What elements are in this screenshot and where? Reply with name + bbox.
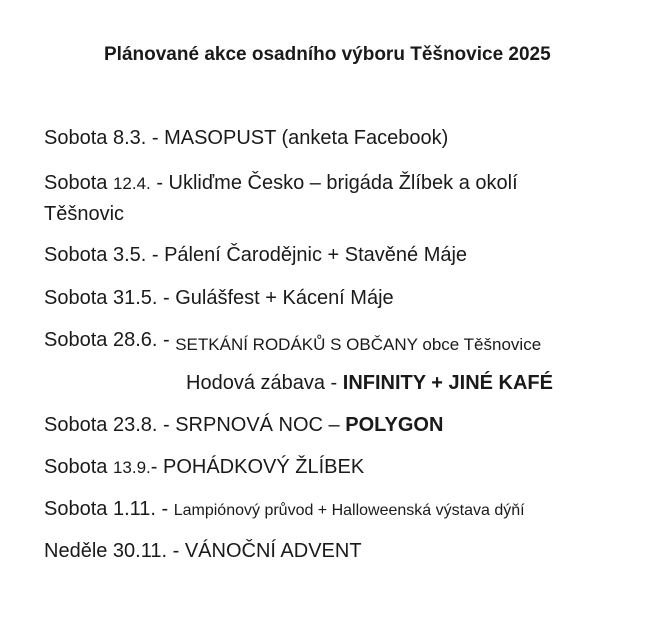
event-pohadkovy-zlibek [44, 456, 364, 479]
event-gulasfest: Sobota 31.5. - Gulášfest + Kácení Máje [44, 287, 394, 309]
event-detail: Lampiónový průvod + Halloweenská výstava dýňí [173, 502, 525, 519]
event-masopust [44, 127, 448, 150]
event-day: Sobota 28.6. - [44, 329, 176, 351]
event-hodova-zabava [186, 372, 553, 395]
event-bold: POLYGON [345, 414, 444, 436]
event-srpnova-noc [44, 414, 443, 437]
event-extra: Hodová zábava - [186, 372, 343, 394]
event-vanocni-advent: Neděle 30.11. - VÁNOČNÍ ADVENT [44, 540, 362, 562]
event-lampionovy-pruvod [44, 498, 525, 521]
event-setkani-rodaku [44, 329, 541, 352]
event-day: Sobota 1.11. - [44, 498, 174, 520]
event-carodejnice: Sobota 3.5. - Pálení Čarodějnic + Stavěné Máje [44, 244, 468, 266]
event-detail: SETKÁNÍ RODÁKŮ S OBČANY obce Těšnovice [175, 335, 542, 354]
page-title: Plánované akce osadního výboru Těšnovice 2025 [104, 44, 551, 65]
event-extra-bold: INFINITY + JINÉ KAFÉ [342, 372, 553, 394]
event-date: 12.4. [112, 174, 151, 193]
event-text: - POHÁDKOVÝ ŽLÍBEK [150, 456, 365, 478]
event-text: - Ukliďme Česko – brigáda Žlíbek a okolí [150, 172, 518, 194]
event-day: Sobota 8.3. [44, 127, 147, 149]
event-day: Sobota [44, 456, 113, 478]
event-uklidme-cesko-continuation: Těšnovic [44, 203, 125, 225]
event-day: Sobota [44, 172, 113, 194]
event-text: Sobota 23.8. - SRPNOVÁ NOC – [44, 414, 346, 436]
event-date: 13.9. [112, 458, 151, 477]
event-uklidme-cesko [44, 172, 518, 195]
event-text: - MASOPUST (anketa Facebook) [146, 127, 449, 149]
